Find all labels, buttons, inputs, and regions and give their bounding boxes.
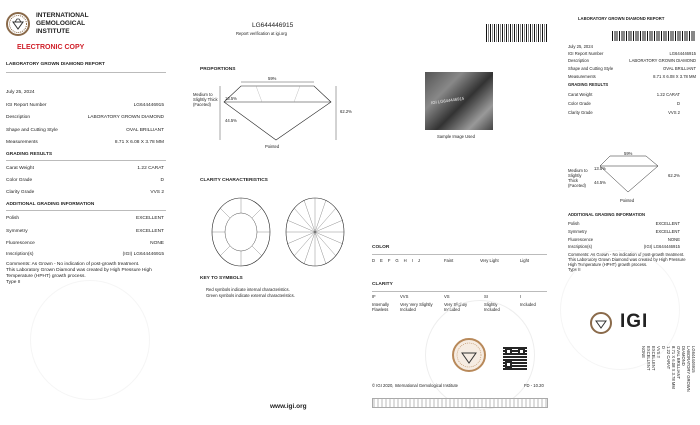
clarity-plot-pavilion [284,196,346,268]
right-detail-row: Shape and Cutting Style OVAL BRILLIANT [568,66,696,71]
grading-row: Color Grade D [6,178,164,183]
additional-row: Inscription(s) (IGI) LG644446915 [6,252,164,257]
right-proportions-diagram [588,150,668,198]
right-additional-row: Polish EXCELLENT [568,221,680,226]
clarity-grade-vs: VS [444,294,450,299]
grading-row: Carat Weight 1.22 CARAT [6,166,164,171]
proportions-diagram [196,78,356,150]
watermark-seal-right [560,250,680,370]
grading-row: Clarity Grade VVS 2 [6,190,164,195]
table-percent: 59% [268,76,277,81]
verification-text: Report verification at igi.org [236,31,287,36]
right-detail-row: Measurements 8.71 X 6.08 X 3.78 MM [568,74,696,79]
color-very-light: Very Light [480,258,499,263]
right-girdle: Medium to Slightly Thick (Faceted) [568,168,588,188]
clarity-scale-title: CLARITY [372,282,393,287]
right-depth: 62.2% [668,173,680,178]
right-grading-row: Carat Weight 1.22 CARAT [568,92,680,97]
additional-row: Symmetry EXCELLENT [6,229,164,234]
website-link[interactable]: www.igi.org [270,403,307,410]
watermark-seal-left [30,280,150,400]
clarity-label-vvs: Very Very Slightly Included [400,302,433,312]
detail-row: IGI Report Number LG644446915 [6,103,164,108]
right-detail-row: Description LABORATORY GROWN DIAMOND [568,58,696,63]
right-additional-row: Inscription(s) (IGI) LG644446915 [568,244,680,249]
clarity-plot-crown [210,196,272,268]
right-date: July 25, 2024 [568,44,593,49]
comments: Comments: As Grown - No indication of post-growth treatment. This Laboratory Grown Diamond was created by High Pressure High Temperature (HPHT) growth process. Type II [6,262,152,285]
report-number-top: LG644446915 [252,22,294,29]
key-line-1: Red symbols indicate internal characteristics. [206,287,290,292]
clarity-label-if: Internally Flawless [372,302,389,312]
clarity-label-i: Included [520,302,536,307]
crown-percent: 13.5% [225,96,237,101]
igi-seal-logo [6,12,30,36]
clarity-grade-vvs: VVS [400,294,409,299]
additional-row: Fluorescence NONE [6,241,164,246]
right-additional-row: Fluorescence NONE [568,237,680,242]
color-light: Light [520,258,530,263]
color-grades: D E F G H I J [372,258,420,263]
additional-grading-title: ADDITIONAL GRADING INFORMATION [6,202,95,207]
sample-caption: Sample Image Used [437,134,475,139]
clarity-grade-si: SI [484,294,488,299]
igi-gold-seal [452,338,486,372]
right-table: 59% [624,151,633,156]
right-grading-row: Color Grade D [568,101,680,106]
culet-label: Pointed [265,144,280,149]
sample-engraving: IGI LG644446915 [430,95,465,106]
right-igi-logo-text: IGI [620,311,649,332]
girdle-label: Medium to Slightly Thick (Faceted) [193,92,218,107]
right-grading-row: Clarity Grade VVS 2 [568,110,680,115]
grading-results-title: GRADING RESULTS [6,152,53,157]
copyright: © IGI 2020, International Gemological Institute [372,383,458,388]
right-pavilion: 44.5% [594,180,606,185]
detail-row: Shape and Cutting Style OVAL BRILLIANT [6,128,164,133]
color-faint: Faint [444,258,454,263]
right-grading-title: GRADING RESULTS [568,82,609,87]
report-date: July 25, 2024 [6,90,35,95]
report-title: LABORATORY GROWN DIAMOND REPORT [6,62,105,67]
key-line-2: Green symbols indicate external characteristics. [206,293,295,298]
clarity-grade-i: I [520,294,522,299]
depth-percent: 62.2% [340,109,352,114]
clarity-characteristics-title: CLARITY CHARACTERISTICS [200,178,268,183]
org-name: INTERNATIONAL GEMOLOGICAL INSTITUTE [36,12,89,35]
additional-row: Polish EXCELLENT [6,216,164,221]
right-title: LABORATORY GROWN DIAMOND REPORT [578,16,665,21]
security-strip [372,398,548,408]
right-crown: 13.5% [594,166,606,171]
right-culet: Pointed [620,198,635,203]
detail-row: Description LABORATORY GROWN DIAMOND [6,115,164,120]
right-detail-row: IGI Report Number LG644446915 [568,51,696,56]
barcode-main [486,24,548,42]
qr-code [503,346,527,370]
proportions-title: PROPORTIONS [200,67,236,72]
form-code: FD - 10.20 [524,383,544,388]
clarity-label-si: Slightly Included [484,302,500,312]
right-additional-title: ADDITIONAL GRADING INFORMATION [568,212,646,217]
clarity-grade-if: IF [372,294,376,299]
right-additional-row: Symmetry EXCELLENT [568,229,680,234]
pavilion-percent: 44.5% [225,118,237,123]
detail-row: Measurements 8.71 X 6.08 X 3.78 MM [6,140,164,145]
color-scale-title: COLOR [372,245,390,250]
right-rotated-fineprint: LG644446915 LABORATORY GROWN DIAMOND OVAL BRILLIANT 8.71 X 6.08 X 3.78 MM 1.22 CARAT D VVS 2 EXCELLENT EXCELLENT NONE [641,346,696,392]
electronic-copy-label: ELECTRONIC COPY [17,44,85,51]
key-to-symbols-title: KEY TO SYMBOLS [200,276,243,281]
sample-image [425,72,493,130]
clarity-label-vs: Very Slightly Included [444,302,468,312]
right-comments: Comments: As Grown - No indication of post-growth treatment. This Laboratory Grown Diamond was created by High Pressure High Temperature (HPHT) growth process. Type II [568,252,686,272]
barcode-right [612,31,696,41]
